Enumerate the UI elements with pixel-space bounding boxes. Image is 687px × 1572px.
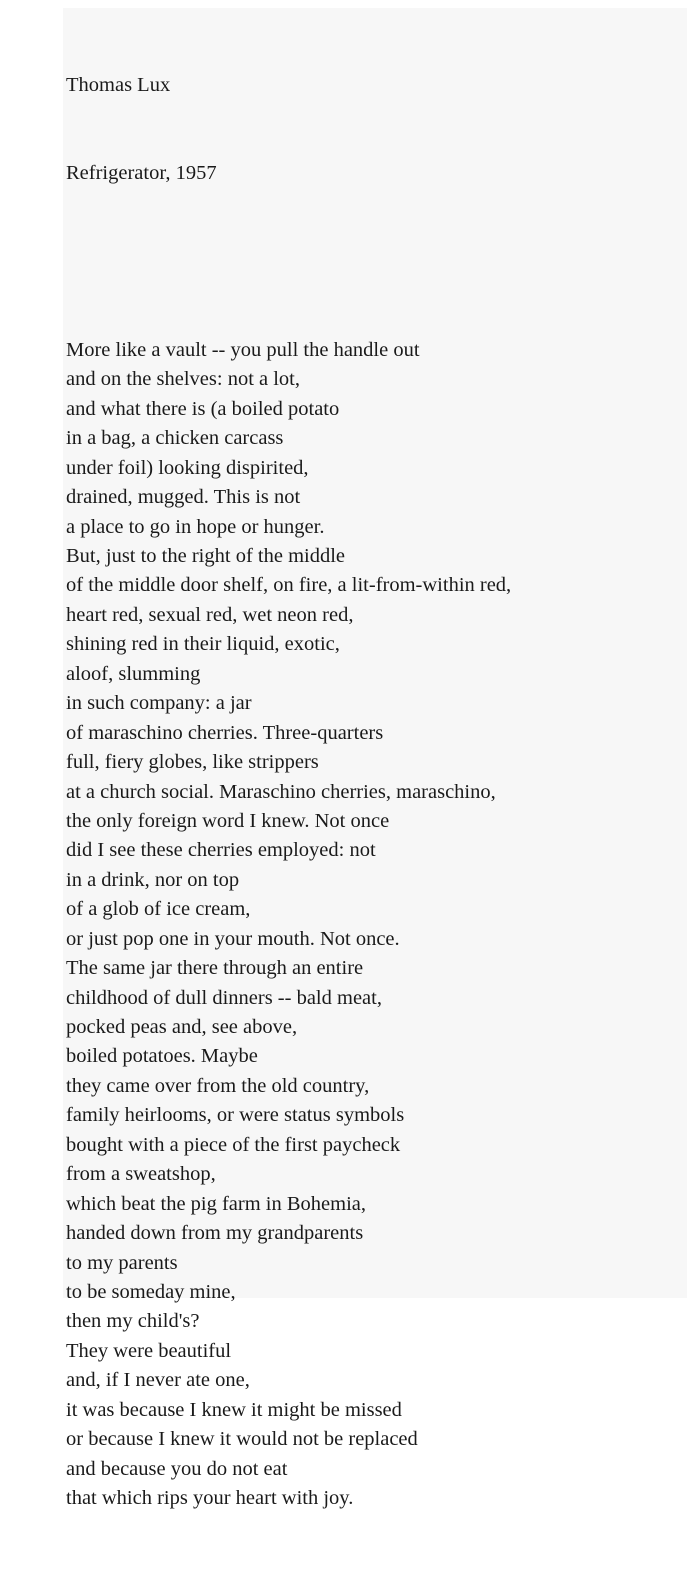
poem-line: bought with a piece of the first paycheck (66, 1133, 401, 1156)
poem-line: But, just to the right of the middle (66, 545, 346, 567)
poem-line: aloof, slumming (66, 662, 201, 685)
poem-line: pocked peas and, see above, (66, 1016, 298, 1038)
poem-line: to be someday mine, (66, 1280, 236, 1303)
poem-line: of maraschino cherries. Three-quarters (66, 721, 384, 744)
poem-line: heart red, sexual red, wet neon red, (66, 603, 354, 626)
poem-text (66, 12, 684, 1572)
document-page (63, 8, 687, 1509)
poem-line: then my child's? (66, 1310, 200, 1333)
poem-line: in such company: a jar (66, 692, 252, 715)
poem-line: it was because I knew it might be missed (66, 1398, 402, 1421)
poem-line: of a glob of ice cream, (66, 898, 251, 921)
poem-line: full, fiery globes, like strippers (66, 751, 319, 774)
poem-line: family heirlooms, or were status symbols (66, 1104, 405, 1127)
poem-line: in a bag, a chicken carcass (66, 427, 284, 450)
poem-line: or because I knew it would not be replaced (66, 1428, 418, 1451)
poem-line: and on the shelves: not a lot, (66, 368, 300, 391)
poem-line: from a sweatshop, (66, 1163, 216, 1186)
poem-line: More like a vault -- you pull the handle out (66, 338, 420, 361)
poem-line: that which rips your heart with joy. (66, 1487, 354, 1509)
poem-line: they came over from the old country, (66, 1074, 370, 1097)
poem-line: The same jar there through an entire (66, 957, 364, 980)
poem-line: which beat the pig farm in Bohemia, (66, 1192, 367, 1215)
poem-line: boiled potatoes. Maybe (66, 1045, 258, 1068)
stanza-gap (66, 248, 684, 277)
poem-line: under foil) looking dispirited, (66, 456, 309, 479)
poem-line: and what there is (a boiled potato (66, 397, 340, 420)
poem-line: childhood of dull dinners -- bald meat, (66, 986, 382, 1009)
poem-line: They were beautiful (66, 1339, 232, 1362)
poem-line: did I see these cherries employed: not (66, 839, 376, 862)
poem-line: the only foreign word I knew. Not once (66, 809, 390, 832)
poem-title: Refrigerator, 1957 (66, 162, 217, 185)
poem-body (66, 336, 684, 1514)
poem-line: drained, mugged. This is not (66, 486, 301, 509)
poem-line: a place to go in hope or hunger. (66, 515, 325, 538)
poem-author: Thomas Lux (66, 73, 171, 96)
poem-line: in a drink, nor on top (66, 868, 240, 891)
poem-line: or just pop one in your mouth. Not once. (66, 927, 400, 950)
poem-line: and, if I never ate one, (66, 1369, 250, 1392)
poem-line: and because you do not eat (66, 1457, 288, 1480)
poem-line: handed down from my grandparents (66, 1222, 364, 1245)
poem-line: to my parents (66, 1251, 178, 1274)
poem-line: shining red in their liquid, exotic, (66, 633, 340, 656)
poem-line: at a church social. Maraschino cherries, maraschino, (66, 780, 496, 803)
poem-line: of the middle door shelf, on fire, a lit-from-within red, (66, 574, 512, 597)
